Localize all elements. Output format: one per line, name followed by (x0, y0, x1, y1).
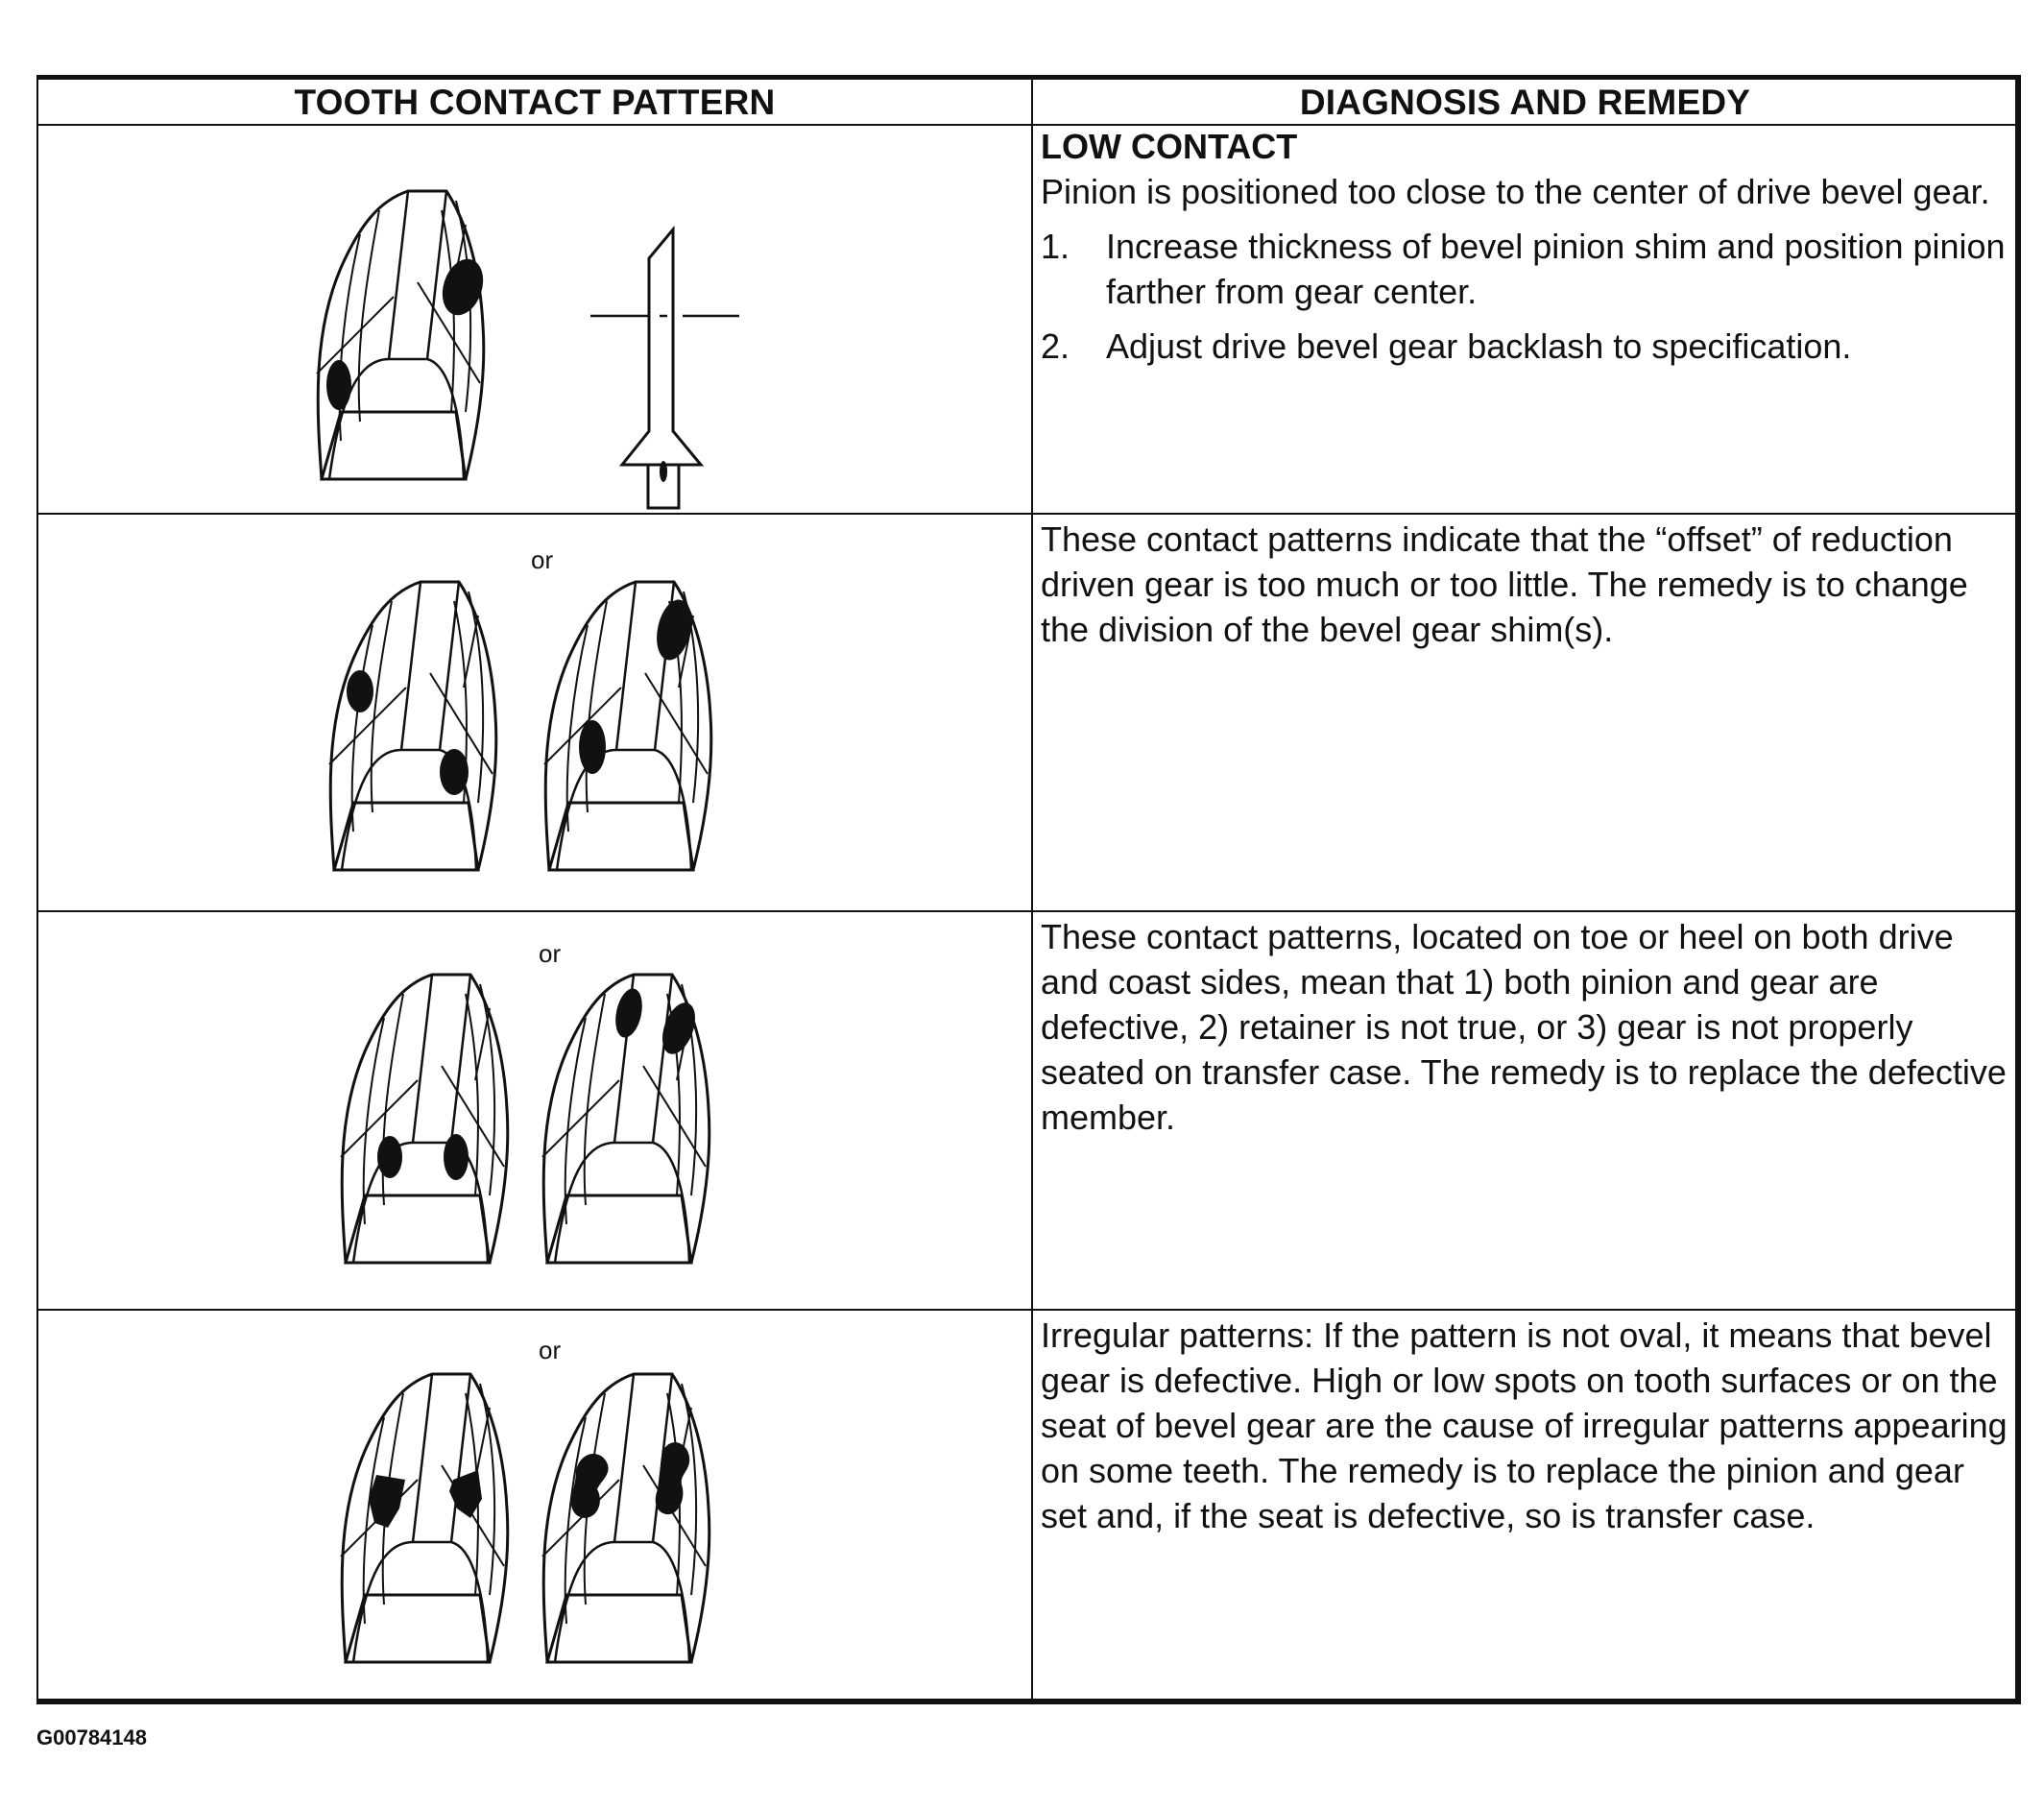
contact-spot (440, 749, 469, 795)
irregular-remedy-cell (1041, 1313, 2012, 1538)
contact-spot (444, 1134, 469, 1180)
toe-heel-contact-figure (38, 912, 1031, 1309)
gear-tooth-drawing (317, 191, 490, 479)
offset-contact-figure (38, 515, 1031, 910)
column-divider (1031, 80, 1033, 1699)
contact-spot (347, 670, 373, 712)
header-diagnosis-and-remedy: DIAGNOSIS AND REMEDY (1299, 83, 1751, 122)
step-number: 2. (1041, 326, 1070, 366)
header-tooth-contact-pattern: TOOTH CONTACT PATTERN (294, 83, 776, 122)
gear-tooth-drawing (329, 582, 496, 870)
diagnosis-table (36, 75, 2021, 1704)
contact-spot (369, 1475, 405, 1528)
step-text: Increase thickness of bevel pinion shim and position pinion farther from gear center. (1106, 227, 2006, 311)
condition-title: LOW CONTACT (1041, 127, 1298, 166)
diagnosis-text: These contact patterns, located on toe or heel on both drive and coast sides, mean that 1) both pinion and gear are defective, 2) retainer is not true, or 3) gear is not properly seated on transfer case. The remedy is to replace the defective member. (1041, 917, 2007, 1137)
gear-tooth-drawing (542, 1374, 709, 1662)
step-text: Adjust drive bevel gear backlash to specification. (1106, 326, 1852, 366)
contact-spot (652, 596, 697, 664)
pinion-position-drawing (590, 229, 739, 508)
figure-code: G00784148 (36, 1726, 147, 1750)
gear-tooth-drawing (544, 582, 711, 870)
step-number: 1. (1041, 227, 1070, 266)
gear-tooth-drawing (341, 1374, 508, 1662)
gear-tooth-drawing (542, 975, 709, 1263)
contact-spot (656, 1442, 690, 1514)
contact-spot (579, 720, 606, 774)
low-contact-remedy-cell (1041, 124, 2012, 369)
diagnosis-text: Irregular patterns: If the pattern is not oval, it means that bevel gear is defective. High or low spots on tooth surfaces or on the seat of bevel gear are the cause of irregular patterns appearing on some teeth. The remedy is to replace the pinion and gear set and, if the seat is defective, so is transfer case. (1041, 1315, 2008, 1535)
or-label: or (539, 939, 562, 968)
remedy-step (1041, 324, 2012, 369)
diagnosis-text: These contact patterns indicate that the “offset” of reduction driven gear is too much or too little. The remedy is to change the division of the bevel gear shim(s). (1041, 519, 1968, 649)
toe-heel-remedy-cell (1041, 914, 2012, 1140)
or-label: or (531, 545, 554, 574)
offset-remedy-cell (1041, 517, 2012, 652)
diagnosis-text: Pinion is positioned too close to the center of drive bevel gear. (1041, 172, 1990, 211)
contact-spot (377, 1136, 402, 1178)
contact-spot (612, 986, 646, 1040)
low-contact-figure (38, 126, 1031, 513)
gear-tooth-drawing (341, 975, 508, 1263)
or-label: or (539, 1336, 562, 1364)
remedy-step (1041, 224, 2012, 314)
contact-spot (326, 360, 351, 410)
irregular-contact-figure (38, 1311, 1031, 1704)
